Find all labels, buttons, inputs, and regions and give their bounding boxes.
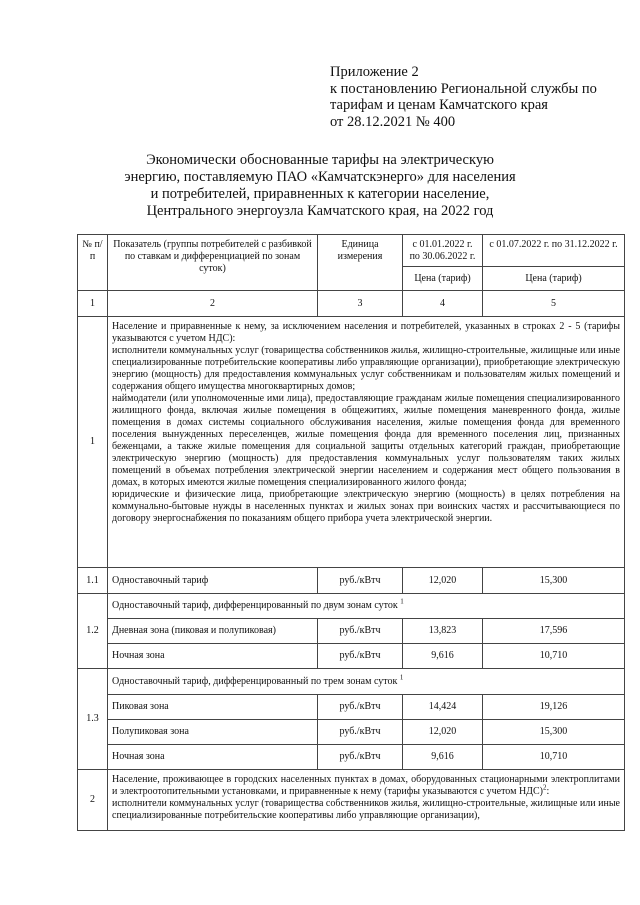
header-period-2: с 01.07.2022 г. по 31.12.2022 г. bbox=[483, 235, 625, 267]
row-1-1-unit: руб./кВтч bbox=[318, 568, 403, 594]
table-row bbox=[78, 619, 625, 644]
section-2-p1-tail: : bbox=[546, 786, 550, 797]
table-row bbox=[78, 568, 625, 594]
colnum-2: 2 bbox=[108, 291, 318, 317]
header-indicator: Показатель (группы потребителей с разбивкой по ставкам и дифференциацией по зонам суток) bbox=[108, 235, 318, 291]
row-1-3-1-unit: руб./кВтч bbox=[318, 695, 403, 720]
row-1-3-3-unit: руб./кВтч bbox=[318, 745, 403, 770]
row-1-3-2-label: Полупиковая зона bbox=[108, 720, 318, 745]
row-1-3-2-unit: руб./кВтч bbox=[318, 720, 403, 745]
colnum-1: 1 bbox=[78, 291, 108, 317]
row-1-3-3-label: Ночная зона bbox=[108, 745, 318, 770]
row-1-3-num: 1.3 bbox=[78, 669, 108, 770]
colnum-5: 5 bbox=[483, 291, 625, 317]
annex-header bbox=[330, 64, 625, 130]
row-1-2-label: Одноставочный тариф, дифференцированный по двум зонам суток bbox=[112, 600, 398, 611]
section-1-row bbox=[78, 317, 625, 568]
header-price-2: Цена (тариф) bbox=[483, 267, 625, 291]
header-period-1: с 01.01.2022 г. по 30.06.2022 г. bbox=[403, 235, 483, 267]
section-2-p1-text: Население, проживающее в городских населенных пунктах в домах, оборудованных стационарными электроплитами и электроотопительными установками, и приравненные к нему (тарифы указываются с учетом НДС) bbox=[112, 774, 620, 797]
row-1-2-num: 1.2 bbox=[78, 594, 108, 669]
colnum-4: 4 bbox=[403, 291, 483, 317]
row-1-3-label-cell bbox=[108, 669, 625, 695]
section-1-p1: Население и приравненные к нему, за исключением населения и потребителей, указанных в строках 2 - 5 (тарифы указываются с учетом НДС): bbox=[112, 321, 620, 344]
section-1-p3: наймодатели (или уполномоченные ими лица), предоставляющие гражданам жилые помещения специализированного жилищного фонда, включая жилые помещения в общежитиях, жилые помещения маневренного фонда, жилые помещения в домах системы социального обслуживания населения, жилые помещения фонда для временного поселения вынужденных переселенцев, жилые помещения фонда для временного поселения лиц, признанных беженцами, а также жилые помещения для социальной защиты отдельных категорий граждан, приобретающие электрическую энергию (мощность) для предоставления коммунальных услуг пользователям таких жилых помещений в объемах потребления электрической энергии населением и содержания мест общего пользования в домах, в которых имеются жилые помещения специализированного жилого фонда; bbox=[112, 393, 620, 488]
row-1-2-2-value-2: 10,710 bbox=[483, 644, 625, 669]
header-price-1: Цена (тариф) bbox=[403, 267, 483, 291]
row-1-2-2-value-1: 9,616 bbox=[403, 644, 483, 669]
row-1-2-label-cell bbox=[108, 594, 625, 619]
section-2-p1 bbox=[112, 774, 620, 798]
table-row bbox=[78, 745, 625, 770]
row-1-1-value-2: 15,300 bbox=[483, 568, 625, 594]
row-1-2-1-label: Дневная зона (пиковая и полупиковая) bbox=[108, 619, 318, 644]
row-1-2-1-value-1: 13,823 bbox=[403, 619, 483, 644]
header-unit: Единица измерения bbox=[318, 235, 403, 291]
table-row bbox=[78, 695, 625, 720]
table-row bbox=[78, 720, 625, 745]
footnote-2-marker: 2 bbox=[543, 783, 547, 792]
column-number-row bbox=[78, 291, 625, 317]
section-2-p2: исполнители коммунальных услуг (товарищества собственников жилья, жилищно-строительные, жилищные или иные специализированные потребительские кооперативы либо управляющие организации), bbox=[112, 798, 620, 821]
row-1-2-2-label: Ночная зона bbox=[108, 644, 318, 669]
table-header-row bbox=[78, 235, 625, 267]
row-1-3-3-value-1: 9,616 bbox=[403, 745, 483, 770]
row-1-3-1-value-1: 14,424 bbox=[403, 695, 483, 720]
row-1-1-value-1: 12,020 bbox=[403, 568, 483, 594]
tariff-table bbox=[77, 234, 625, 831]
row-1-3-2-value-1: 12,020 bbox=[403, 720, 483, 745]
section-1-p4: юридические и физические лица, приобретающие электрическую энергию (мощность) в целях потребления на коммунально-бытовые нужды в населенных пунктах и жилых зонах при воинских частях и рассчитывающиеся по договору энергоснабжения по показаниям общего прибора учета электрической энергии. bbox=[112, 489, 620, 524]
section-2-row bbox=[78, 770, 625, 831]
table-row bbox=[78, 644, 625, 669]
section-2-num: 2 bbox=[78, 770, 108, 831]
annex-line-4: от 28.12.2021 № 400 bbox=[330, 113, 456, 130]
document-title: Экономически обоснованные тарифы на электрическую энергию, поставляемую ПАО «Камчатскэнерго» для населения и потребителей, приравненных к категории население, Центрального энергоузла Камчатского края, на 2022 год bbox=[124, 152, 516, 219]
row-1-3-3-value-2: 10,710 bbox=[483, 745, 625, 770]
section-2-text bbox=[108, 770, 625, 831]
annex-line-1: Приложение 2 bbox=[330, 64, 419, 80]
section-1-p2: исполнители коммунальных услуг (товарищества собственников жилья, жилищно-строительные, жилищные или иные специализированные потребительские кооперативы либо управляющие организации), приобретающие электрическую энергию (мощность) для предоставления коммунальных услуг собственникам и пользователям жилых помещений и содержания общего имущества многоквартирных домов; bbox=[112, 345, 620, 392]
section-1-text bbox=[108, 317, 625, 568]
annex-line-2: к постановлению Региональной службы по bbox=[330, 80, 597, 97]
table-row bbox=[78, 669, 625, 695]
row-1-3-2-value-2: 15,300 bbox=[483, 720, 625, 745]
footnote-1-marker: 1 bbox=[400, 597, 404, 606]
row-1-2-2-unit: руб./кВтч bbox=[318, 644, 403, 669]
row-1-1-label: Одноставочный тариф bbox=[108, 568, 318, 594]
annex-line-3: тарифам и ценам Камчатского края bbox=[330, 97, 548, 113]
section-1-num: 1 bbox=[78, 317, 108, 568]
table-row bbox=[78, 594, 625, 619]
row-1-2-1-unit: руб./кВтч bbox=[318, 619, 403, 644]
header-num: № п/п bbox=[78, 235, 108, 291]
row-1-1-num: 1.1 bbox=[78, 568, 108, 594]
colnum-3: 3 bbox=[318, 291, 403, 317]
row-1-3-label: Одноставочный тариф, дифференцированный по трем зонам суток bbox=[112, 675, 398, 687]
row-1-2-1-value-2: 17,596 bbox=[483, 619, 625, 644]
row-1-3-1-value-2: 19,126 bbox=[483, 695, 625, 720]
footnote-1-marker: 1 bbox=[399, 673, 404, 682]
row-1-3-1-label: Пиковая зона bbox=[108, 695, 318, 720]
